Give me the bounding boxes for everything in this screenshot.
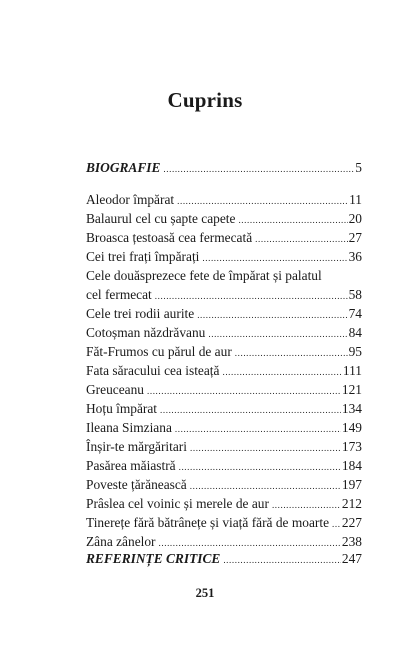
toc-entry bbox=[86, 362, 362, 381]
toc-entry bbox=[86, 229, 362, 248]
toc-page-number: 197 bbox=[341, 477, 362, 492]
toc-page-number: 58 bbox=[348, 287, 362, 302]
toc-page-number: 149 bbox=[341, 420, 362, 435]
toc-entry bbox=[86, 438, 362, 457]
toc-entry bbox=[86, 400, 362, 419]
dot-leader bbox=[175, 420, 341, 438]
toc-page-number: 27 bbox=[348, 230, 362, 245]
toc-page-number: 227 bbox=[341, 515, 362, 530]
toc-section-critical-references bbox=[86, 550, 362, 569]
dot-leader bbox=[190, 439, 341, 457]
dot-leader bbox=[197, 306, 347, 324]
toc-page-number: 184 bbox=[341, 458, 362, 473]
toc-page-number: 11 bbox=[349, 192, 362, 207]
toc-entry bbox=[86, 210, 362, 229]
toc-entry-title: Poveste țărănească bbox=[86, 477, 187, 492]
toc-entry bbox=[86, 457, 362, 476]
page-title: Cuprins bbox=[167, 88, 243, 112]
toc-entry-title: Făt-Frumos cu părul de aur bbox=[86, 344, 232, 359]
toc-entry bbox=[86, 495, 362, 514]
dot-leader bbox=[332, 515, 341, 533]
toc-entry-title: Pasărea măiastră bbox=[86, 458, 176, 473]
toc-page-number: 20 bbox=[348, 211, 362, 226]
toc-page-number: 95 bbox=[348, 344, 362, 359]
toc-entry-title: Ileana Simziana bbox=[86, 420, 172, 435]
dot-leader bbox=[222, 363, 341, 381]
toc-entry-title: Prâslea cel voinic și merele de aur bbox=[86, 496, 269, 511]
toc-page-number: 173 bbox=[341, 439, 362, 454]
toc-entry-title: Balaurul cel cu șapte capete bbox=[86, 211, 236, 226]
toc-entry bbox=[86, 343, 362, 362]
toc-page-number: 74 bbox=[348, 306, 362, 321]
toc-page-number: 111 bbox=[342, 363, 362, 378]
toc-entry bbox=[86, 381, 362, 400]
toc-entry-title: Greuceanu bbox=[86, 382, 144, 397]
toc-page-number: 84 bbox=[348, 325, 362, 340]
toc-entry-title-line1: Cele douăsprezece fete de împărat și palatul bbox=[86, 268, 322, 283]
dot-leader bbox=[272, 496, 341, 514]
toc-section-title: BIOGRAFIE bbox=[86, 160, 161, 175]
toc-section-biography bbox=[86, 159, 362, 178]
toc-entry-title: Tinerețe fără bătrânețe și viață fără de moarte bbox=[86, 515, 330, 530]
toc-entry-title: Aleodor împărat bbox=[86, 192, 175, 207]
toc-entry bbox=[86, 419, 362, 438]
toc-entry-title-line2: cel fermecat bbox=[86, 287, 152, 302]
toc-entry-title: Hoțu împărat bbox=[86, 401, 158, 416]
dot-leader bbox=[163, 160, 354, 178]
dot-leader bbox=[235, 344, 348, 362]
toc-entry bbox=[86, 248, 362, 267]
dot-leader bbox=[255, 230, 347, 248]
dot-leader bbox=[155, 287, 348, 305]
page-number-footer: 251 bbox=[195, 586, 215, 600]
toc-entry-title: Cei trei frați împărați bbox=[86, 249, 200, 264]
dot-leader bbox=[177, 192, 348, 210]
toc-section-title: REFERINȚE CRITICE bbox=[86, 551, 221, 566]
toc-entry-title: Fata săracului cea isteață bbox=[86, 363, 220, 378]
toc-entry-title: Cotoșman năzdrăvanu bbox=[86, 325, 206, 340]
toc-page-number: 238 bbox=[341, 534, 362, 549]
toc-entry bbox=[86, 324, 362, 343]
toc-page-number: 5 bbox=[355, 160, 362, 175]
dot-leader bbox=[238, 211, 347, 229]
toc-entry bbox=[86, 286, 362, 305]
toc-entry bbox=[86, 191, 362, 210]
toc-entry bbox=[86, 305, 362, 324]
dot-leader bbox=[202, 249, 347, 267]
toc-entry-title: Zâna zânelor bbox=[86, 534, 156, 549]
dot-leader bbox=[179, 458, 341, 476]
dot-leader bbox=[190, 477, 341, 495]
toc-entry bbox=[86, 476, 362, 495]
toc-page-number: 36 bbox=[348, 249, 362, 264]
toc-page-number: 212 bbox=[341, 496, 362, 511]
dot-leader bbox=[223, 551, 341, 569]
toc-page-number: 134 bbox=[341, 401, 362, 416]
dot-leader bbox=[147, 382, 341, 400]
toc-entry-title: Înșir-te mărgăritari bbox=[86, 439, 187, 454]
toc-entry-title: Cele trei rodii aurite bbox=[86, 306, 195, 321]
dot-leader bbox=[208, 325, 347, 343]
toc-page-number: 247 bbox=[341, 551, 362, 566]
toc-entry-title: Broasca țestoasă cea fermecată bbox=[86, 230, 253, 245]
dot-leader bbox=[160, 401, 341, 419]
toc-page-number: 121 bbox=[341, 382, 362, 397]
toc-entry bbox=[86, 514, 362, 533]
